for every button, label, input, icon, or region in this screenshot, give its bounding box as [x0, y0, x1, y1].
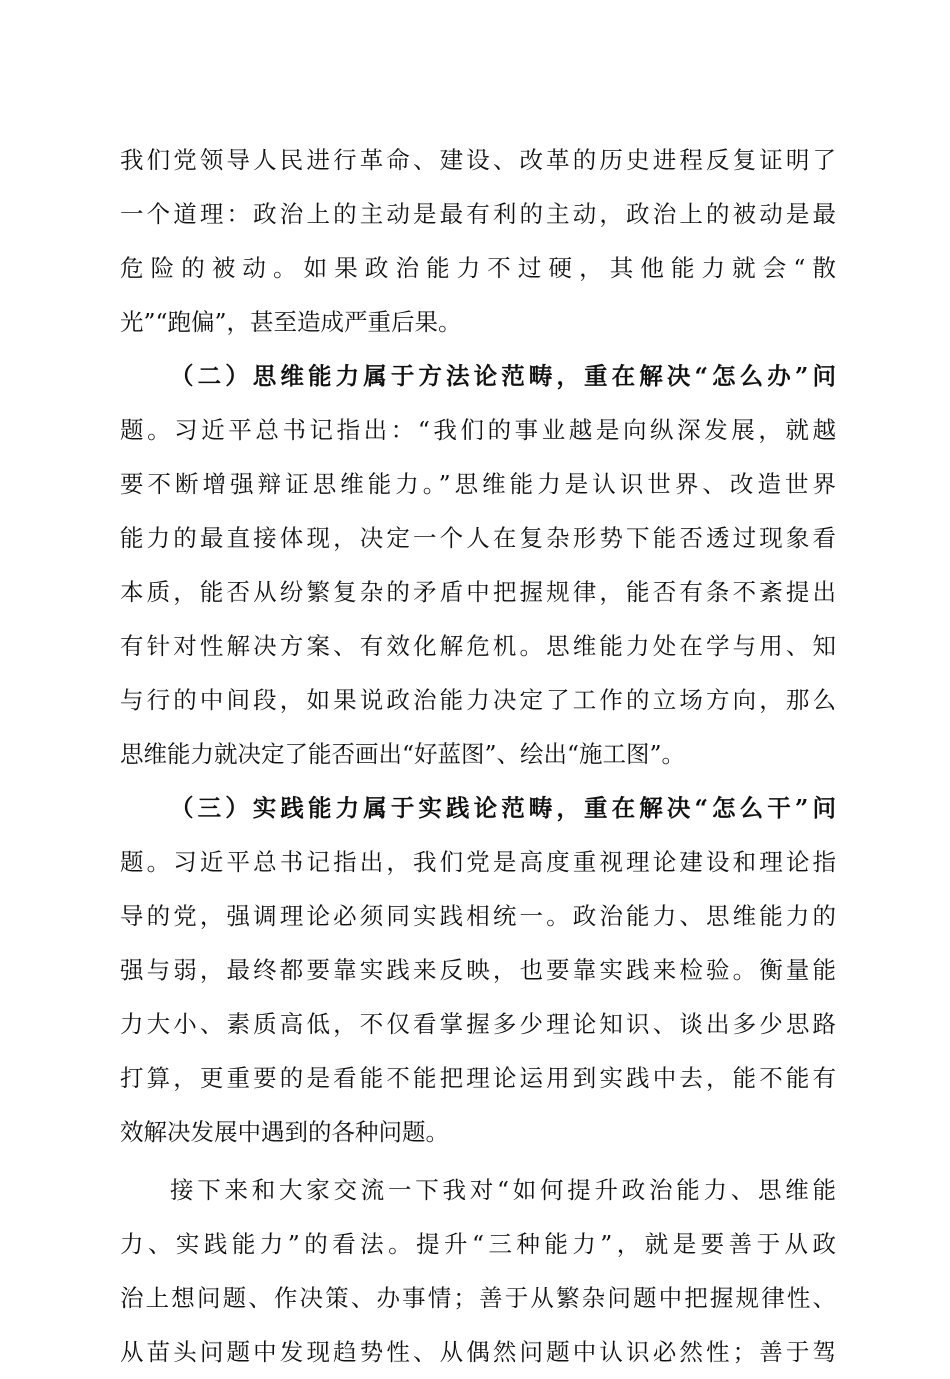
text-line: 与行的中间段，如果说政治能力决定了工作的立场方向，那么 [120, 686, 836, 714]
text-line: 思维能力就决定了能否画出“好蓝图”、绘出“施工图”。 [120, 740, 686, 768]
text-line: 力、实践能力”的看法。提升“三种能力”，就是要善于从政 [120, 1230, 836, 1258]
paragraph-4 [120, 1163, 836, 1379]
text-line: 效解决发展中遇到的各种问题。 [120, 1118, 449, 1146]
text-line: 题。习近平总书记指出：“我们的事业越是向纵深发展，就越 [120, 416, 836, 444]
text-line: 接下来和大家交流一下我对“如何提升政治能力、思维能 [170, 1176, 836, 1204]
section-heading-2: （二）思维能力属于方法论范畴，重在解决“怎么办”问 [170, 362, 836, 390]
text-line: 有针对性解决方案、有效化解危机。思维能力处在学与用、知 [120, 632, 836, 660]
text-line: 一个道理：政治上的主动是最有利的主动，政治上的被动是最 [120, 200, 836, 228]
text-line: 危险的被动。如果政治能力不过硬，其他能力就会“散 [120, 254, 836, 282]
text-line: 力大小、素质高低，不仅看掌握多少理论知识、谈出多少思路 [120, 1010, 836, 1038]
text-line: 本质，能否从纷繁复杂的矛盾中把握规律，能否有条不紊提出 [120, 578, 836, 606]
paragraph-3 [120, 781, 836, 1159]
document-body [120, 133, 836, 1379]
text-line: 治上想问题、作决策、办事情；善于从繁杂问题中把握规律性、 [120, 1284, 836, 1312]
text-line: 题。习近平总书记指出，我们党是高度重视理论建设和理论指 [120, 848, 836, 876]
section-heading-3: （三）实践能力属于实践论范畴，重在解决“怎么干”问 [170, 794, 836, 822]
text-line: 能力的最直接体现，决定一个人在复杂形势下能否透过现象看 [120, 524, 836, 552]
paragraph-1 [120, 133, 836, 349]
text-line: 要不断增强辩证思维能力。”思维能力是认识世界、改造世界 [120, 470, 836, 498]
text-line: 导的党，强调理论必须同实践相统一。政治能力、思维能力的 [120, 902, 836, 930]
text-line: 从苗头问题中发现趋势性、从偶然问题中认识必然性；善于驾 [120, 1338, 836, 1366]
text-line: 强与弱，最终都要靠实践来反映，也要靠实践来检验。衡量能 [120, 956, 836, 984]
text-line: 打算，更重要的是看能不能把理论运用到实践中去，能不能有 [120, 1064, 836, 1092]
paragraph-2 [120, 349, 836, 781]
text-line: 我们党领导人民进行革命、建设、改革的历史进程反复证明了 [120, 146, 836, 174]
text-line: 光”“跑偏”，甚至造成严重后果。 [120, 308, 462, 336]
